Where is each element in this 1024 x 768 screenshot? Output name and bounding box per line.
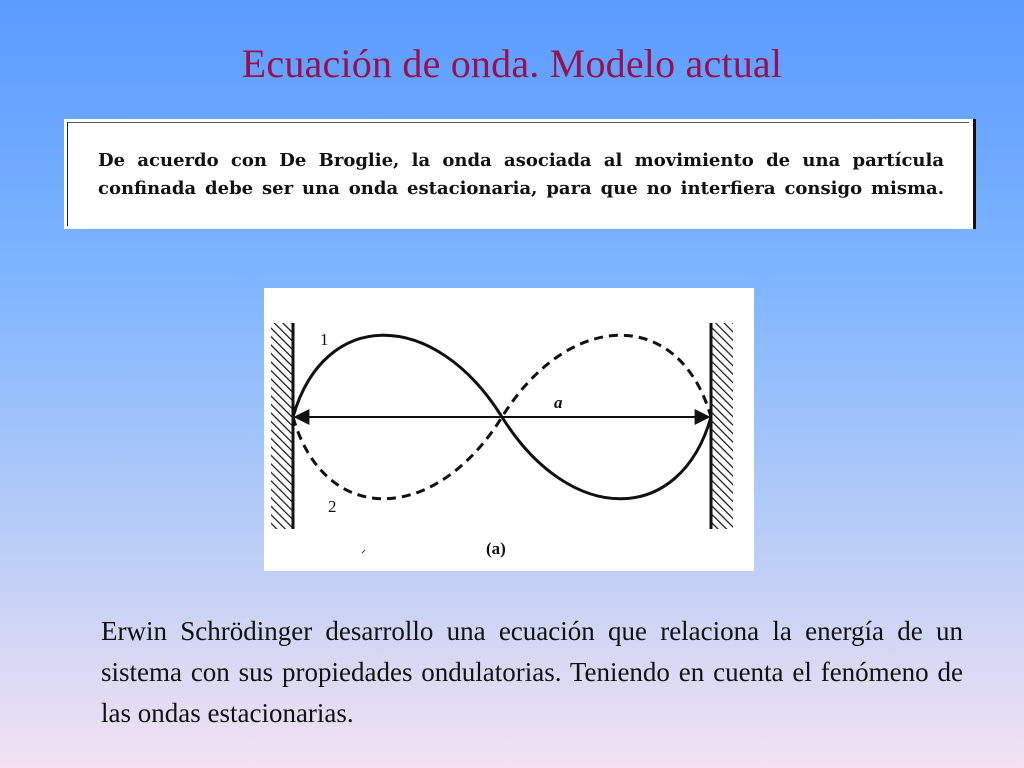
quote-box bbox=[64, 119, 976, 229]
length-label: a bbox=[554, 393, 563, 412]
right-wall-hatching bbox=[711, 323, 733, 529]
stray-mark bbox=[362, 550, 365, 553]
quote-top-rule bbox=[67, 122, 969, 123]
body-paragraph: Erwin Schrödinger desarrollo una ecuación que relaciona la energía de un sistema con sus propiedades ondulatorias. Teniendo en cuenta el fenómeno de las ondas estacionarias. bbox=[101, 616, 963, 728]
wave-1-label: 1 bbox=[320, 330, 329, 349]
wave-2-label: 2 bbox=[328, 497, 337, 516]
quote-line-1: De acuerdo con De Broglie, la onda asociada al movimiento de una partícula bbox=[98, 150, 944, 171]
standing-wave-figure bbox=[264, 288, 754, 571]
quote-line-2: confinada debe ser una onda estacionaria, para que no interfiera consigo misma. bbox=[98, 178, 944, 199]
quote-text bbox=[98, 147, 944, 203]
slide-title: Ecuación de onda. Modelo actual bbox=[241, 41, 783, 86]
standing-wave-diagram bbox=[264, 288, 754, 571]
figure-caption: (a) bbox=[486, 539, 506, 558]
quote-left-rule bbox=[67, 122, 68, 226]
quote-right-rule bbox=[973, 119, 976, 229]
left-wall-hatching bbox=[271, 323, 293, 529]
